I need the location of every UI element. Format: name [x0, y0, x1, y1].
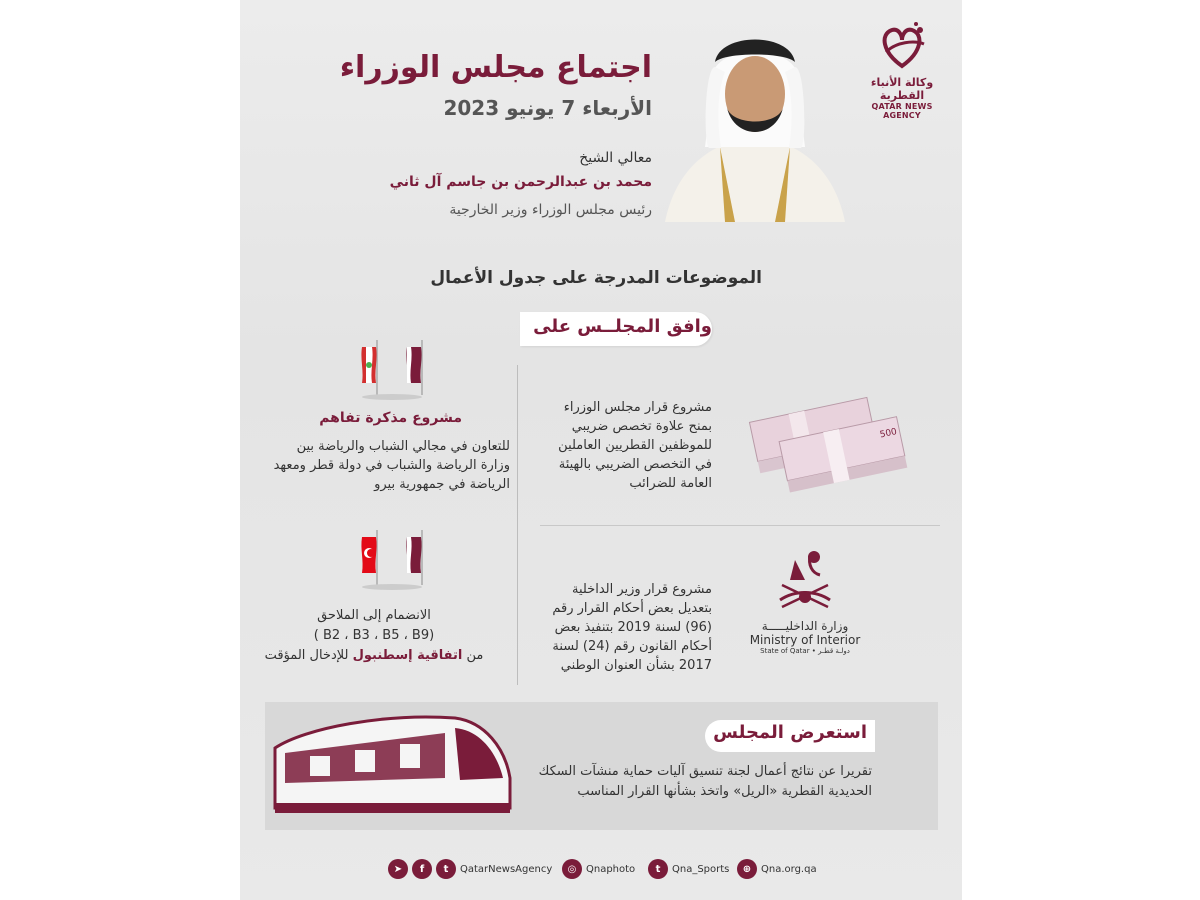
moi-state: State of Qatar • دولـة قطـر: [760, 647, 850, 655]
review-heading: استعرض المجلس: [713, 722, 867, 743]
minister-role: رئيس مجلس الوزراء وزير الخارجية: [449, 202, 652, 218]
social-photo[interactable]: [562, 856, 635, 882]
banknotes-illustration: [740, 375, 930, 505]
topics-heading: الموضوعات المدرجة على جدول الأعمال: [430, 268, 762, 288]
moi-logo: [745, 545, 865, 675]
social-photo-handle[interactable]: Qnaphoto: [586, 863, 636, 875]
istanbul-line2: ( B2 ، B3 ، B5 ، B9): [313, 628, 435, 643]
tax-allowance-text: مشروع قرار مجلس الوزراء بمنح علاوة تخصص ضريبي للموظفين القطريين العاملين في التخصص الضريبي بالهيئة العامة للضرائب: [558, 400, 712, 491]
mou-title: مشروع مذكرة تفاهم: [319, 410, 462, 426]
agreed-heading: وافق المجلــس على: [533, 316, 712, 337]
column-divider: [517, 365, 518, 685]
qna-logo-english: QATAR NEWS AGENCY: [871, 102, 933, 120]
moi-emblem-icon: [770, 545, 840, 615]
qna-logo-arabic: وكالة الأنباء القطرية: [870, 76, 934, 102]
instagram-icon[interactable]: ◎: [562, 859, 582, 879]
istanbul-line1: الانضمام إلى الملاحق: [317, 608, 431, 623]
social-qna-handle[interactable]: QatarNewsAgency: [460, 863, 553, 875]
qna-logo-icon: [872, 22, 932, 72]
svg-text:500: 500: [879, 427, 898, 441]
meeting-date: الأربعاء 7 يونيو 2023: [443, 96, 652, 120]
honorific: معالي الشيخ: [579, 150, 652, 166]
interior-decision-text: مشروع قرار وزير الداخلية بتعديل بعض أحكام القرار رقم (96) لسنة 2019 بتنفيذ بعض أحكام القانون رقم (24) لسنة 2017 بشأن العنوان الوطني: [552, 582, 712, 673]
qna-logo: [857, 22, 947, 120]
telegram-icon[interactable]: ➤: [388, 859, 408, 879]
istanbul-bold: اتفاقية إسطنبول: [352, 648, 463, 663]
social-sports[interactable]: [648, 856, 729, 882]
globe-icon[interactable]: ⊕: [737, 859, 757, 879]
train-illustration: [265, 708, 515, 818]
social-qna[interactable]: [388, 856, 552, 882]
row-divider: [540, 525, 940, 526]
moi-english: Ministry of Interior: [749, 633, 861, 647]
istanbul-post: للإدخال المؤقت: [264, 648, 349, 663]
mou-text: للتعاون في مجالي الشباب والرياضة بين وزارة الرياضة والشباب في دولة قطر ومعهد الرياضة في جمهورية بيرو: [273, 439, 510, 492]
twitter-icon[interactable]: t: [436, 859, 456, 879]
facebook-icon[interactable]: f: [412, 859, 432, 879]
review-text: تقريرا عن نتائج أعمال لجنة تنسيق آليات حماية منشآت السكك الحديدية القطرية «الريل» واتخذ بشأنها القرار المناسب: [538, 764, 872, 799]
qatar-turkey-flags: [352, 525, 432, 595]
page-title: اجتماع مجلس الوزراء: [339, 50, 652, 85]
istanbul-pre: من: [466, 648, 484, 663]
social-web-link[interactable]: Qna.org.qa: [761, 863, 817, 875]
social-web[interactable]: [737, 856, 817, 882]
minister-portrait: [665, 22, 845, 222]
minister-name: محمد بن عبدالرحمن بن جاسم آل ثاني: [389, 174, 652, 190]
qatar-peru-flags: [352, 335, 432, 405]
moi-arabic: وزارة الداخليـــــة: [761, 619, 849, 633]
social-sports-handle[interactable]: Qna_Sports: [672, 863, 730, 875]
twitter-icon[interactable]: t: [648, 859, 668, 879]
istanbul-line3: [264, 646, 484, 665]
infographic: [240, 0, 962, 900]
